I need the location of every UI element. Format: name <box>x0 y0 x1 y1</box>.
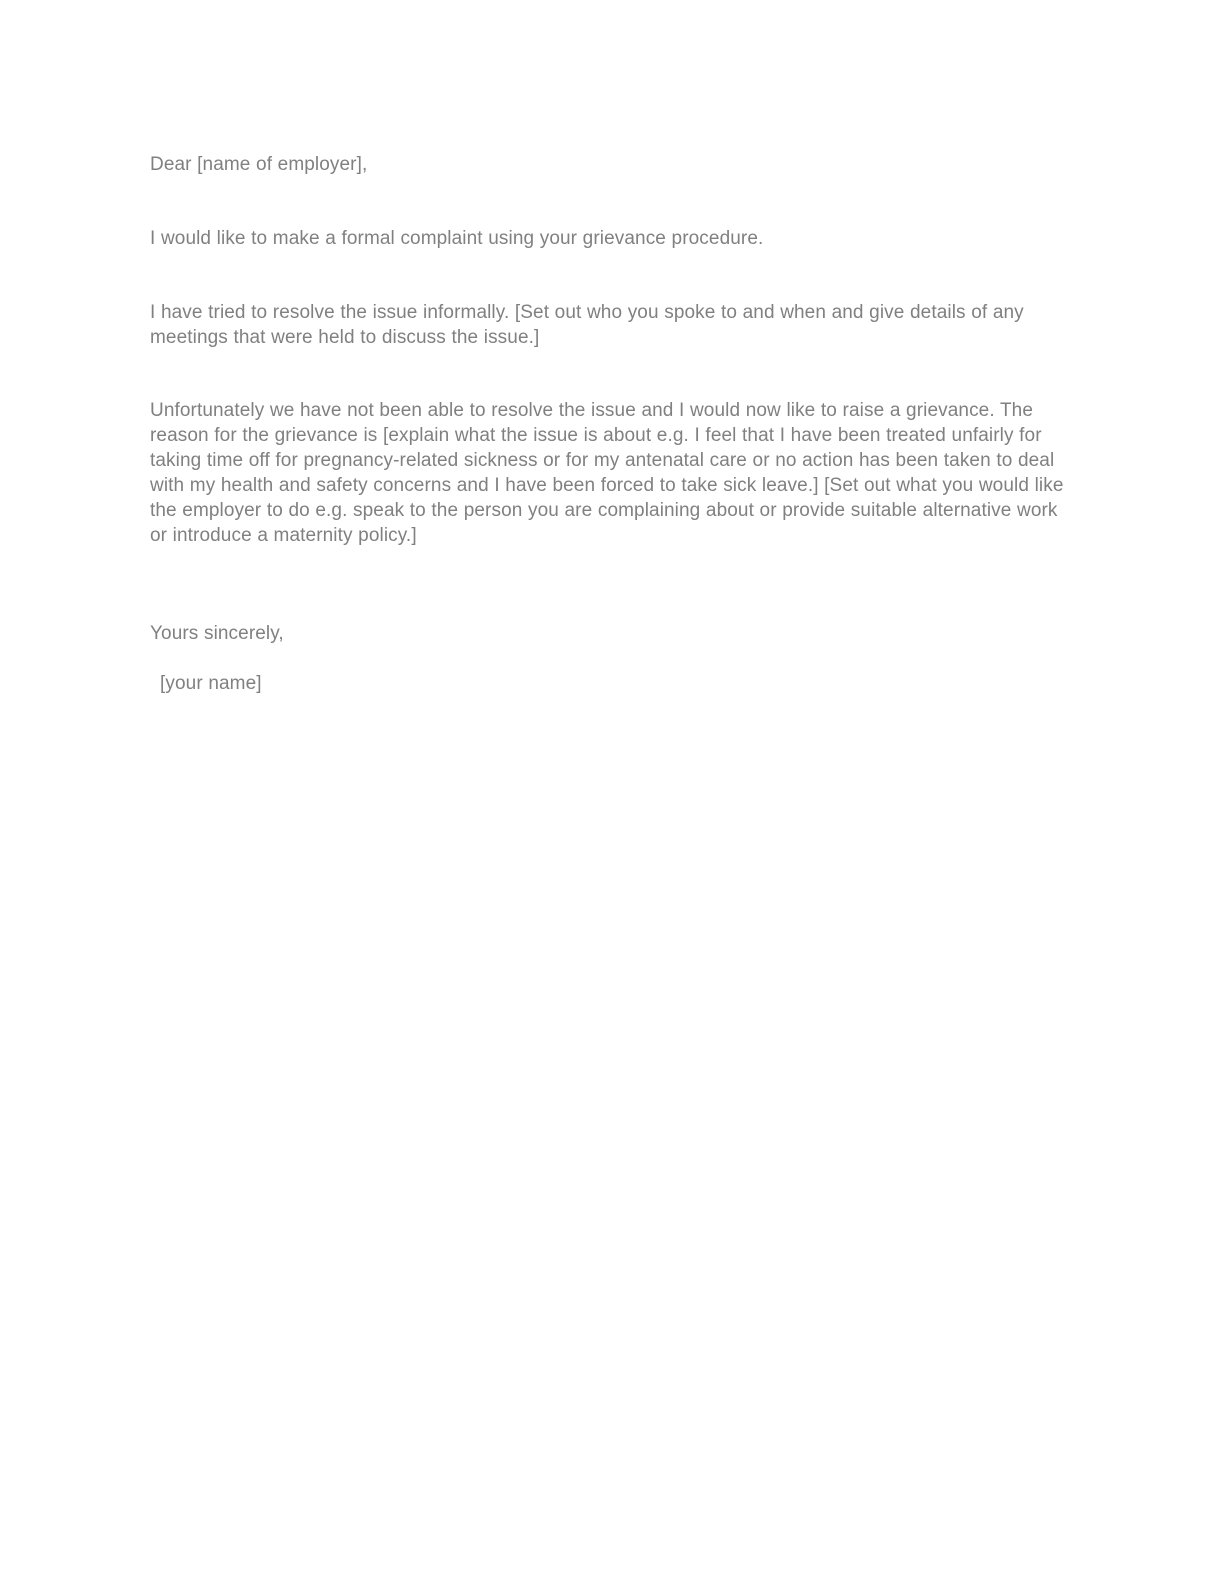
letter-paragraph-grievance-details: Unfortunately we have not been able to resolve the issue and I would now like to raise a grievance. The reason for the grievance is [explain what the issue is about e.g. I feel that I have been treated unfairly for taking time off for pregnancy-related sickness or for my antenatal care or no action has been taken to deal with my health and safety concerns and I have been forced to take sick leave.] [Set out what you would like the employer to do e.g. speak to the person you are complaining about or provide suitable alternative work or introduce a maternity policy.] <box>150 400 1064 546</box>
letter-closing: Yours sincerely, <box>150 623 284 644</box>
letter-body <box>150 152 1068 696</box>
letter-paragraph-intro: I would like to make a formal complaint using your grievance procedure. <box>150 228 764 249</box>
letter-signature-name: [your name] <box>160 673 262 694</box>
letter-salutation: Dear [name of employer], <box>150 154 368 175</box>
letter-paragraph-informal-resolution: I have tried to resolve the issue informally. [Set out who you spoke to and when and give details of any meetings that were held to discuss the issue.] <box>150 302 1024 348</box>
